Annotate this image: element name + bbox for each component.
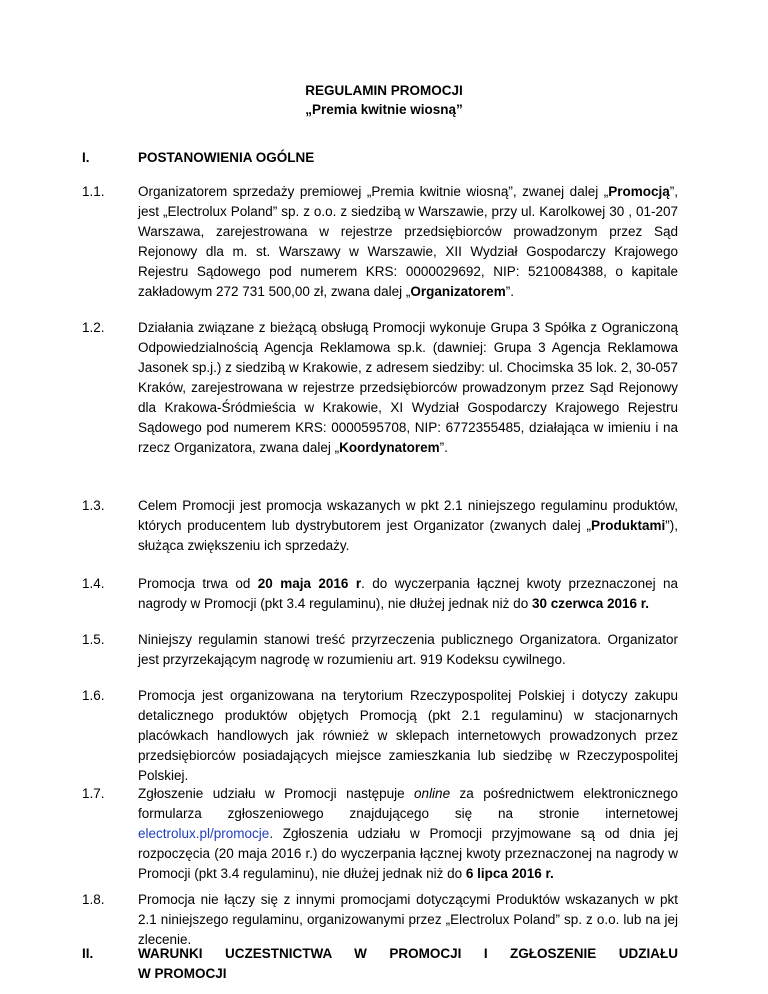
- section-1-number: I.: [82, 150, 90, 165]
- paragraph-number: 1.1.: [82, 184, 105, 199]
- paragraph-1-4: [138, 574, 678, 614]
- paragraph-1-1: [138, 182, 678, 302]
- paragraph-text: . Zgłoszenia udziału w Promocji przyjmowane są od dnia jej rozpoczęcia (20 maja 2016 r.) do wyczerpania łącznej kwoty przeznaczonej na nagrody w Promocji (pkt 3.4 regulaminu), nie dłużej jednak niż do: [138, 826, 678, 881]
- paragraph-text: . do wyczerpania łącznej kwoty przeznaczonej na nagrody w Promocji (pkt 3.4 regulaminu), nie dłużej jednak niż do: [138, 576, 679, 611]
- section-1-heading: POSTANOWIENIA OGÓLNE: [138, 150, 315, 165]
- section-2-heading-line-1: WARUNKI UCZESTNICTWA W PROMOCJI I ZGŁOSZENIE UDZIAŁU: [138, 946, 678, 961]
- document-subtitle: „Premia kwitnie wiosną”: [305, 102, 463, 117]
- paragraph-number: 1.5.: [82, 632, 105, 647]
- paragraph-text: Działania związane z bieżącą obsługą Promocji wykonuje Grupa 3 Spółka z Ograniczoną Odpowiedzialnością Agencja Reklamowa sp.k. (dawniej: Grupa 3 Agencja Reklamowa Jasonek sp.j.) z siedzibą w Krakowie, z adresem siedziby: ul. Chocimska 35 lok. 2, 30-057 Kraków, zarejestrowana w rejestrze przedsiębiorców prowadzonym przez Sąd Rejonowy dla Krakowa-Śródmieścia w Krakowie, XI Wydział Gospodarczy Krajowego Rejestru Sądowego pod numerem KRS: 0000595708, NIP: 6772355485, działająca w imieniu i na rzecz Organizatora, zwana dalej „: [138, 320, 678, 455]
- defined-term-promocja: Promocją: [608, 184, 670, 199]
- paragraph-text: Niniejszy regulamin stanowi treść przyrzeczenia publicznego Organizatora. Organizator jest przyrzekającym nagrodę w rozumieniu art. 919 Kodeksu cywilnego.: [138, 632, 678, 667]
- start-date: 20 maja 2016 r: [257, 576, 362, 591]
- paragraph-text: ”.: [505, 284, 514, 299]
- online-term: online: [414, 786, 451, 801]
- defined-term-produkty: Produktami: [590, 518, 666, 533]
- paragraph-1-6: [138, 686, 678, 786]
- paragraph-number: 1.6.: [82, 688, 105, 703]
- paragraph-1-2: [138, 318, 678, 458]
- paragraph-number: 1.4.: [82, 576, 105, 591]
- paragraph-1-3: [138, 496, 678, 556]
- paragraph-number: 1.3.: [82, 498, 105, 513]
- paragraph-text: Promocja nie łączy się z innymi promocjami dotyczącymi Produktów wskazanych w pkt 2.1 niniejszego regulaminu, organizowanymi przez „Electrolux Poland” sp. z o.o. lub na jej zlecenie.: [138, 892, 678, 947]
- paragraph-text: ”, jest „Electrolux Poland” sp. z o.o. z siedzibą w Warszawie, przy ul. Karolkowej 30 , 01-207 Warszawa, zarejestrowana w rejestrze przedsiębiorców prowadzonym przez Sąd Rejonowy dla m. st. Warszawy w Warszawie, XII Wydział Gospodarczy Krajowego Rejestru Sądowego pod numerem KRS: 0000029692, NIP: 5210084388, o kapitale zakładowym 272 731 500,00 zł, zwana dalej „: [138, 184, 678, 299]
- paragraph-text: ”.: [439, 440, 448, 455]
- promo-website-link[interactable]: electrolux.pl/promocje: [138, 826, 270, 841]
- defined-term-koordynator: Koordynatorem: [339, 440, 440, 455]
- paragraph-text: Zgłoszenie udziału w Promocji następuje: [138, 786, 415, 801]
- paragraph-1-7: [138, 784, 678, 884]
- paragraph-number: 1.2.: [82, 320, 105, 335]
- paragraph-1-5: [138, 630, 678, 670]
- document-title: REGULAMIN PROMOCJI: [305, 83, 463, 98]
- end-date: 30 czerwca 2016 r.: [531, 596, 650, 611]
- paragraph-number: 1.7.: [82, 786, 105, 801]
- paragraph-text: Celem Promocji jest promocja wskazanych w pkt 2.1 niniejszego regulaminu produktów, których producentem lub dystrybutorem jest Organizator (zwanych dalej „: [138, 498, 678, 533]
- paragraph-1-8: [138, 890, 678, 950]
- paragraph-text: Organizatorem sprzedaży premiowej „Premia kwitnie wiosną”, zwanej dalej „: [138, 184, 609, 199]
- paragraph-text: Promocja jest organizowana na terytorium Rzeczypospolitej Polskiej i dotyczy zakupu detalicznego produktów objętych Promocją (pkt 2.1 regulaminu) w stacjonarnych placówkach handlowych jak również w sklepach internetowych prowadzonych przez przedsiębiorców posiadających miejsce zamieszkania lub siedzibę w Rzeczypospolitej Polskiej.: [138, 688, 678, 783]
- paragraph-text: ”), służąca zwiększeniu ich sprzedaży.: [138, 518, 678, 553]
- paragraph-number: 1.8.: [82, 892, 105, 907]
- paragraph-text: Promocja trwa od: [138, 576, 258, 591]
- section-2-heading-line-2: W PROMOCJI: [138, 966, 227, 981]
- section-2-number: II.: [82, 946, 94, 961]
- paragraph-text: za pośrednictwem elektronicznego formularza zgłoszeniowego znajdującego się na stronie internetowej: [138, 786, 678, 821]
- defined-term-organizator: Organizatorem: [410, 284, 506, 299]
- submission-end-date: 6 lipca 2016 r.: [465, 866, 554, 881]
